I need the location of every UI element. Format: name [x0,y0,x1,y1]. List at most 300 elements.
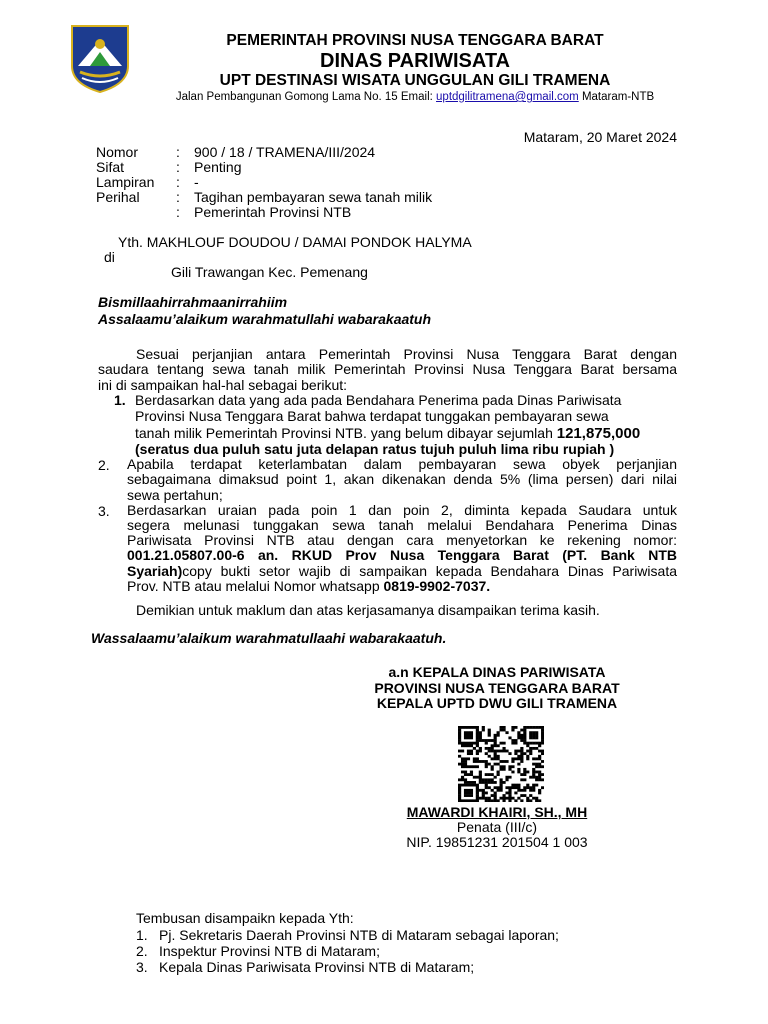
qr-module [520,757,523,760]
qr-module [502,760,505,763]
item1-line2: Provinsi Nusa Tenggara Barat bahwa terdapat tunggakan pembayaran sewa [135,408,609,424]
qr-module [461,757,464,760]
qr-module [470,765,473,768]
qr-module [461,765,464,768]
qr-module [497,799,500,802]
qr-module [458,736,461,739]
qr-module [464,736,467,739]
qr-module [538,771,541,774]
qr-module [473,781,476,784]
qr-module [488,781,491,784]
letter-date: Mataram, 20 Maret 2024 [523,129,677,145]
qr-module [494,742,497,745]
qr-module [535,776,538,779]
qr-module [517,734,520,737]
sifat-value: Penting [194,159,242,175]
qr-module [488,729,491,732]
qr-module [520,752,523,755]
item3-line5-text: copy bukti setor wajib di sampaikan kepada Bendahara Dinas Pariwisata [182,563,677,579]
qr-module [508,786,511,789]
qr-module [494,734,497,737]
qr-module [470,731,473,734]
qr-module [458,726,461,729]
qr-module [514,792,517,795]
qr-module [467,799,470,802]
qr-module [494,752,497,755]
qr-module [470,752,473,755]
qr-module [470,794,473,797]
qr-module [476,792,479,795]
qr-module [535,726,538,729]
signatory-name: MAWARDI KHAIRI, SH., MH [406,804,588,820]
qr-module [458,729,461,732]
qr-module [538,726,541,729]
qr-module [502,742,505,745]
qr-module [517,784,520,787]
qr-module [458,755,461,758]
qr-module [485,786,488,789]
qr-module [461,726,464,729]
sifat-label: Sifat [96,159,125,175]
qr-module [491,757,494,760]
qr-module [458,750,461,753]
qr-module [541,731,544,734]
qr-module [461,744,464,747]
qr-module [482,797,485,800]
qr-module [497,763,500,766]
qr-module [520,734,523,737]
qr-module [517,736,520,739]
qr-module [520,729,523,732]
qr-module [523,771,526,774]
qr-module [514,786,517,789]
qr-module [523,773,526,776]
signatory-nip: NIP. 19851231 201504 1 003 [406,834,588,850]
qr-module [541,729,544,732]
qr-module [467,752,470,755]
qr-module [526,726,529,729]
qr-module [458,734,461,737]
qr-module [502,794,505,797]
qr-module [461,763,464,766]
qr-module [535,799,538,802]
qr-module [482,794,485,797]
qr-module [476,742,479,745]
qr-module [508,794,511,797]
qr-module [458,794,461,797]
lampiran-label: Lampiran [96,174,155,190]
qr-module [538,742,541,745]
qr-module [458,739,461,742]
qr-module [532,742,535,745]
qr-module [535,763,538,766]
qr-module [467,792,470,795]
qr-module [511,771,514,774]
qr-module [535,771,538,774]
qr-module [508,768,511,771]
qr-module [520,736,523,739]
item2-line2: sebagaimana dimaksud point 1, akan dikenakan denda 5% (lima persen) dari nilai [127,471,677,487]
qr-module [485,760,488,763]
qr-module [467,781,470,784]
qr-module [467,784,470,787]
qr-module [482,789,485,792]
qr-module [538,799,541,802]
qr-module [502,747,505,750]
qr-module [488,747,491,750]
qr-module [529,789,532,792]
qr-module [538,757,541,760]
qr-module [491,773,494,776]
qr-module [505,778,508,781]
qr-module [464,789,467,792]
qr-module [541,765,544,768]
qr-module [488,763,491,766]
perihal-label: Perihal [96,189,140,205]
qr-module [464,760,467,763]
address-suffix: Mataram-NTB [578,91,655,103]
qr-module [476,799,479,802]
qr-module [535,765,538,768]
qr-module [485,739,488,742]
qr-module [500,784,503,787]
qr-module [511,742,514,745]
qr-module [464,771,467,774]
signature-qr-code [458,726,544,802]
signature-title-line1: a.n KEPALA DINAS PARIWISATA [388,664,606,680]
qr-module [538,773,541,776]
qr-module [538,744,541,747]
qr-module [520,747,523,750]
qr-module [464,794,467,797]
qr-module [491,794,494,797]
qr-module [473,799,476,802]
qr-module [464,757,467,760]
tembusan-item: Pj. Sekretaris Daerah Provinsi NTB di Mataram sebagai laporan; [159,927,559,943]
qr-module [494,792,497,795]
qr-module [476,744,479,747]
qr-module [467,742,470,745]
qr-module [464,784,467,787]
qr-module [470,744,473,747]
qr-module [461,778,464,781]
qr-module [473,747,476,750]
greeting-salam: Assalaamu’alaikum warahmatullahi wabarakaatuh [98,311,432,327]
qr-module [500,729,503,732]
qr-module [461,799,464,802]
qr-module [529,726,532,729]
tembusan-item: Kepala Dinas Pariwisata Provinsi NTB di Mataram; [159,959,475,975]
qr-module [526,784,529,787]
qr-module [476,757,479,760]
qr-module [529,786,532,789]
qr-module [523,729,526,732]
qr-module [502,781,505,784]
qr-module [523,742,526,745]
qr-module [497,757,500,760]
recipient-location: Gili Trawangan Kec. Pemenang [171,264,368,280]
qr-module [476,729,479,732]
qr-module [529,742,532,745]
qr-module [526,744,529,747]
qr-module [541,739,544,742]
item3-line6-text: Prov. NTB atau melalui Nomor whatsapp [127,578,384,594]
qr-module [464,799,467,802]
qr-module [485,792,488,795]
qr-module [482,760,485,763]
letterhead-government: PEMERINTAH PROVINSI NUSA TENGGARA BARAT [226,32,604,49]
qr-module [479,760,482,763]
qr-module [538,750,541,753]
qr-module [485,773,488,776]
qr-module [511,729,514,732]
qr-module [529,776,532,779]
qr-module [538,755,541,758]
qr-module [500,797,503,800]
qr-module [520,778,523,781]
qr-module [461,750,464,753]
qr-module [461,771,464,774]
qr-module [508,799,511,802]
qr-module [473,742,476,745]
item1-line3 [135,425,640,442]
qr-module [529,747,532,750]
qr-module [508,765,511,768]
qr-module [479,771,482,774]
qr-module [532,786,535,789]
qr-module [523,731,526,734]
item3-account-number: 001.21.05807.00-6 an. RKUD Prov Nusa Tenggara Barat (PT. Bank NTB [127,547,677,563]
qr-module [532,763,535,766]
qr-module [485,765,488,768]
qr-module [491,781,494,784]
qr-module [505,786,508,789]
qr-module [494,763,497,766]
qr-module [467,736,470,739]
qr-module [479,739,482,742]
qr-module [526,757,529,760]
qr-module [541,736,544,739]
qr-module [497,744,500,747]
qr-module [529,734,532,737]
qr-module [500,750,503,753]
closing-sentence: Demikian untuk maklum dan atas kerjasamanya disampaikan terima kasih. [136,602,600,618]
qr-module [476,794,479,797]
item2-line1: Apabila terdapat keterlambatan dalam pembayaran sewa obyek perjanjian [127,456,677,472]
item2-number: 2. [98,457,110,473]
qr-module [500,726,503,729]
qr-module [479,750,482,753]
qr-module [464,731,467,734]
item3-line5 [127,563,677,579]
qr-module [541,752,544,755]
qr-module [520,760,523,763]
qr-module [476,786,479,789]
qr-module [467,773,470,776]
qr-module [520,750,523,753]
nomor-label: Nomor [96,144,139,160]
qr-module [505,776,508,779]
item1-number: 1. [114,392,126,408]
qr-module [488,750,491,753]
qr-module [505,797,508,800]
qr-module [523,726,526,729]
qr-module [464,773,467,776]
ntb-emblem-logo [68,22,132,94]
qr-module [511,757,514,760]
qr-module [467,757,470,760]
qr-module [500,760,503,763]
email-link[interactable]: uptdgilitramena@gmail.com [436,91,579,103]
qr-module [467,744,470,747]
qr-module [476,731,479,734]
qr-module [467,726,470,729]
qr-module [497,773,500,776]
qr-module [514,726,517,729]
colon: : [176,174,180,190]
qr-module [461,776,464,779]
qr-module [532,757,535,760]
letterhead-agency: DINAS PARIWISATA [320,50,510,72]
qr-module [532,726,535,729]
qr-module [476,765,479,768]
qr-module [476,784,479,787]
qr-module [458,778,461,781]
qr-module [470,789,473,792]
qr-module [476,752,479,755]
qr-module [458,789,461,792]
item2-line3: sewa pertahun; [127,487,223,503]
qr-module [532,771,535,774]
qr-module [532,773,535,776]
qr-module [482,792,485,795]
qr-module [488,786,491,789]
qr-module [514,799,517,802]
qr-module [532,736,535,739]
address-prefix: Jalan Pembangunan Gomong Lama No. 15 Email: [175,91,437,103]
qr-module [494,736,497,739]
qr-module [529,752,532,755]
qr-module [523,736,526,739]
qr-module [500,768,503,771]
qr-module [508,789,511,792]
qr-module [491,747,494,750]
qr-module [535,747,538,750]
qr-module [479,734,482,737]
qr-module [494,786,497,789]
qr-module [541,760,544,763]
qr-module [485,747,488,750]
qr-module [511,726,514,729]
qr-module [497,731,500,734]
qr-module [526,750,529,753]
qr-module [458,742,461,745]
qr-module [494,781,497,784]
qr-module [526,755,529,758]
qr-module [520,739,523,742]
qr-module [529,736,532,739]
qr-module [464,763,467,766]
item3-line1: Berdasarkan uraian pada poin 1 dan poin 2, diminta kepada Saudara untuk [127,502,677,518]
qr-module [526,742,529,745]
qr-module [514,784,517,787]
colon: : [176,189,180,205]
qr-module [461,760,464,763]
qr-module [520,755,523,758]
qr-module [517,768,520,771]
qr-module [517,731,520,734]
qr-module [464,765,467,768]
qr-module [470,771,473,774]
qr-module [479,747,482,750]
tembusan-title: Tembusan disampaikn kepada Yth: [136,910,354,926]
qr-module [532,731,535,734]
qr-module [538,792,541,795]
qr-module [517,763,520,766]
qr-module [526,799,529,802]
qr-module [523,768,526,771]
qr-module [514,750,517,753]
qr-module [485,763,488,766]
qr-module [494,757,497,760]
qr-module [461,784,464,787]
qr-module [529,731,532,734]
perihal-value-line1: Tagihan pembayaran sewa tanah milik [194,189,433,205]
qr-module [497,771,500,774]
arrears-amount: 121,875,000 [556,425,641,442]
qr-module [464,744,467,747]
qr-module [485,752,488,755]
qr-module [464,778,467,781]
qr-module [491,765,494,768]
letterhead-unit: UPT DESTINASI WISATA UNGGULAN GILI TRAMENA [219,72,611,89]
qr-module [535,731,538,734]
qr-module [476,750,479,753]
qr-module [476,776,479,779]
qr-module [494,799,497,802]
qr-module [541,786,544,789]
qr-module [526,786,529,789]
qr-module [508,736,511,739]
qr-module [529,750,532,753]
item3-line5-bank: Syariah) [127,563,183,579]
qr-module [532,734,535,737]
qr-module [523,778,526,781]
qr-module [473,760,476,763]
qr-module [482,778,485,781]
qr-module [494,797,497,800]
qr-module [470,773,473,776]
qr-module [464,726,467,729]
qr-module [470,750,473,753]
item3-line2: segera melunasi tunggakan sewa tanah melalui Bendahara Penerima Dinas [127,517,677,533]
qr-module [538,776,541,779]
qr-module [464,792,467,795]
colon: : [176,144,180,160]
qr-module [535,757,538,760]
qr-module [458,731,461,734]
qr-module [520,789,523,792]
qr-module [511,760,514,763]
whatsapp-number: 0819-9902-7037. [383,578,491,594]
qr-module [500,778,503,781]
qr-module [467,765,470,768]
qr-module [541,750,544,753]
qr-module [479,776,482,779]
qr-module [476,797,479,800]
item1-line1: Berdasarkan data yang ada pada Bendahara Penerima pada Dinas Pariwisata [135,392,622,408]
qr-module [470,736,473,739]
